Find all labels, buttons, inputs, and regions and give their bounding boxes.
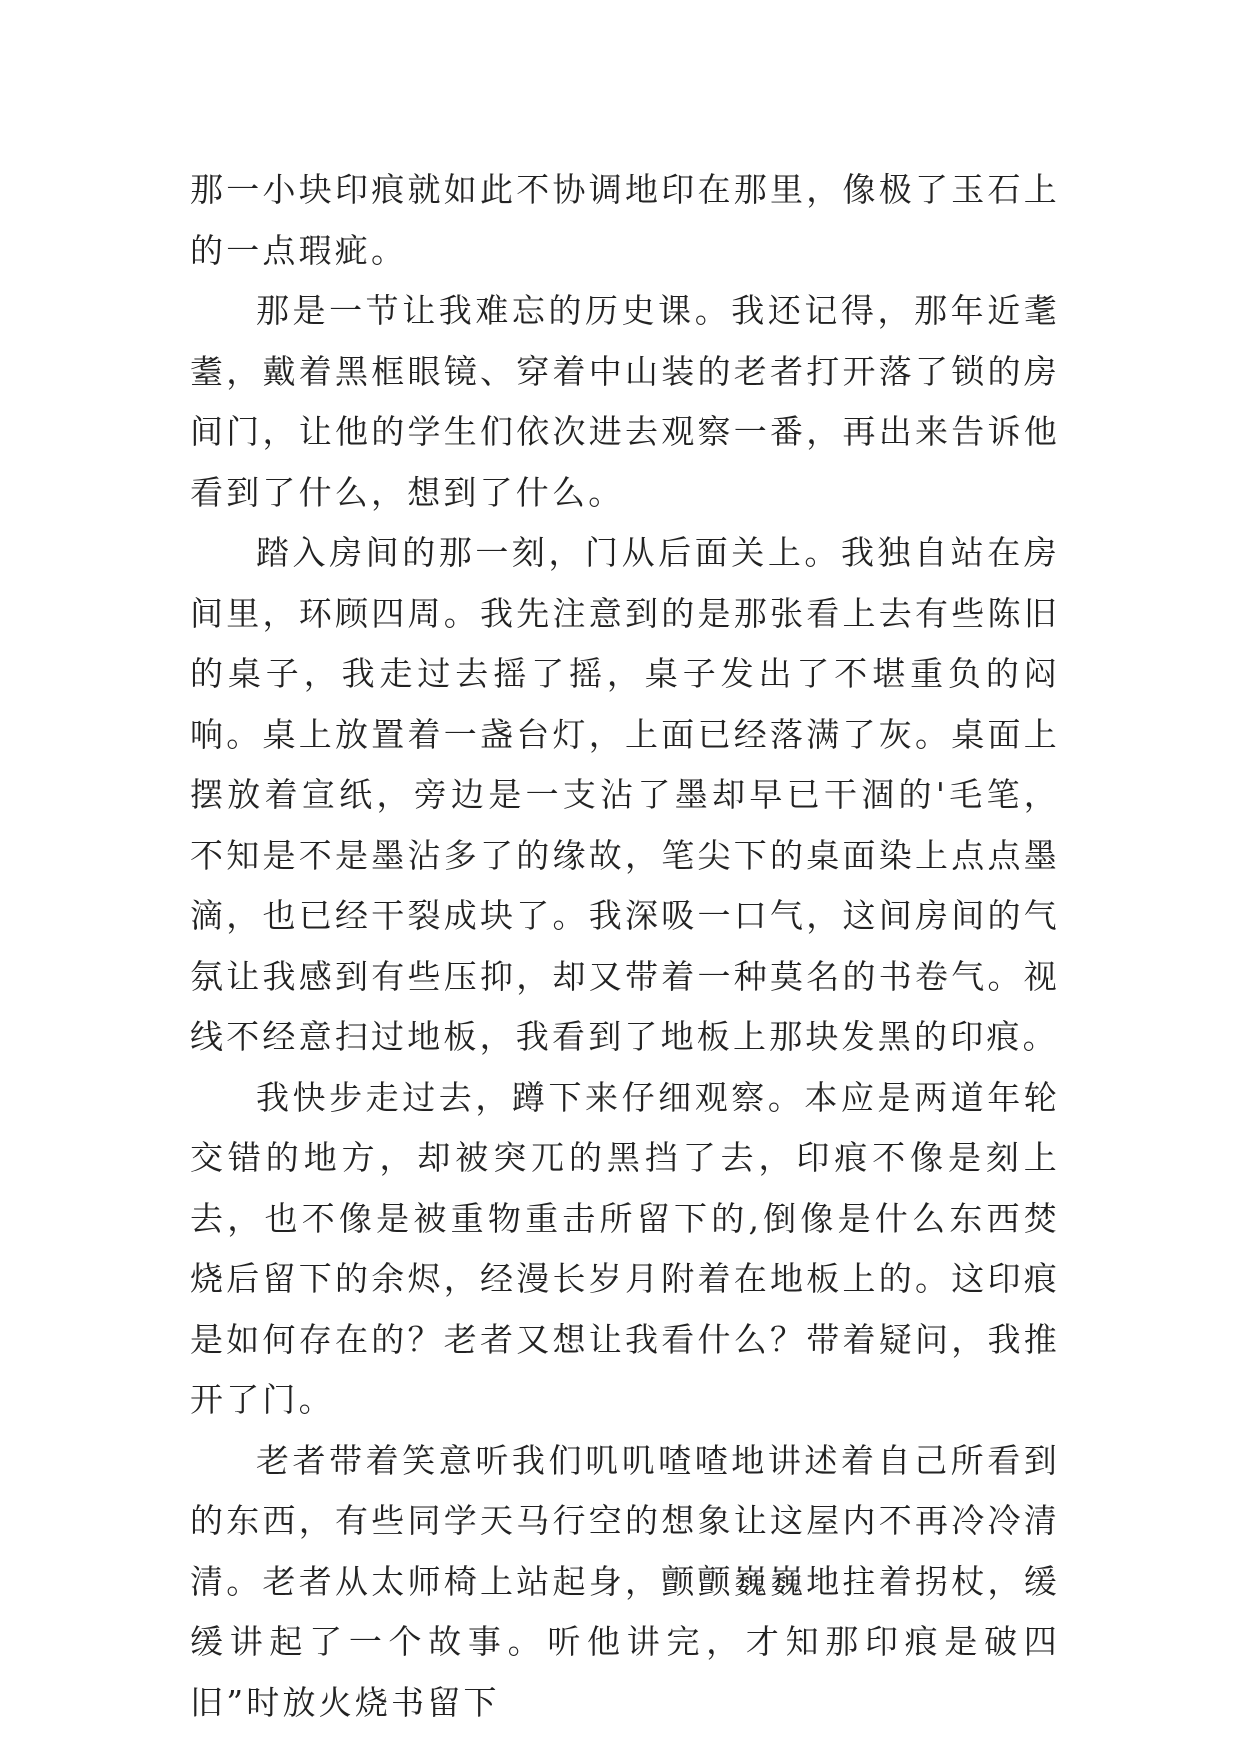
paragraph-2: 那是一节让我难忘的历史课。我还记得，那年近耄耋，戴着黑框眼镜、穿着中山装的老者打开落了锁的房间门，让他的学生们依次进去观察一番，再出来告诉他看到了什么，想到了什么。 xyxy=(190,291,1060,512)
paragraph-5: 老者带着笑意听我们叽叽喳喳地讲述着自己所看到的东西，有些同学天马行空的想象让这屋内不再冷冷清清。老者从太师椅上站起身，颤颤巍巍地拄着拐杖，缓缓讲起了一个故事。听他讲完，才知那印痕是破四旧”时放火烧书留下 xyxy=(190,1440,1060,1722)
paragraph-4: 我快步走过去，蹲下来仔细观察。本应是两道年轮交错的地方，却被突兀的黑挡了去，印痕不像是刻上去，也不像是被重物重击所留下的,倒像是什么东西焚烧后留下的余烬，经漫长岁月附着在地板上的。这印痕是如何存在的？老者又想让我看什么？带着疑问，我推开了门。 xyxy=(190,1077,1060,1419)
paragraph-1: 那一小块印痕就如此不协调地印在那里，像极了玉石上的一点瑕疵。 xyxy=(190,170,1060,270)
paragraph-3: 踏入房间的那一刻，门从后面关上。我独自站在房间里，环顾四周。我先注意到的是那张看上去有些陈旧的桌子，我走过去摇了摇，桌子发出了不堪重负的闷响。桌上放置着一盏台灯，上面已经落满了灰。桌面上摆放着宣纸，旁边是一支沾了墨却早已干涸的'毛笔，不知是不是墨沾多了的缘故，笔尖下的桌面染上点点墨滴，也已经干裂成块了。我深吸一口气，这间房间的气氛让我感到有些压抑，却又带着一种莫名的书卷气。视线不经意扫过地板，我看到了地板上那块发黑的印痕。 xyxy=(190,533,1060,1056)
body-text xyxy=(190,160,1060,1733)
